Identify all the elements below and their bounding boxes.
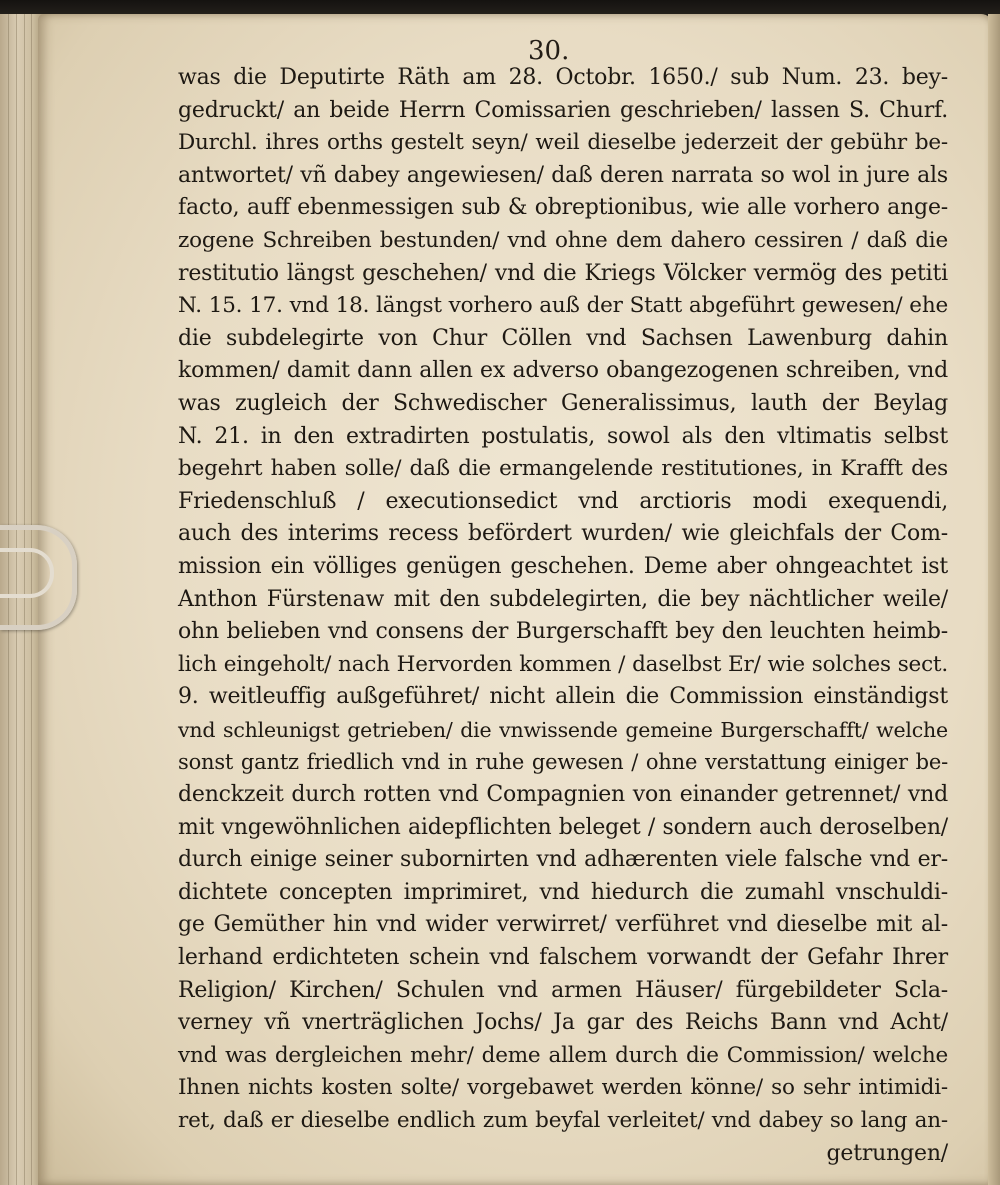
text-line: getrungen/	[826, 1140, 948, 1166]
text-line: gedruckt/ an beide Herrn Comissarien geschrieben/ lassen S. Churf.	[178, 97, 948, 123]
text-line: zogene Schreiben bestunden/ vnd ohne dem dahero cessiren / daß die	[178, 227, 948, 253]
text-line: verney vñ vnerträglichen Jochs/ Ja gar des Reichs Bann vnd Acht/	[178, 1010, 948, 1036]
text-line: mission ein völliges genügen geschehen. Deme aber ohngeachtet ist	[178, 553, 948, 579]
text-line: Friedenschluß / executionsedict vnd arctioris modi exequendi,	[178, 488, 948, 514]
page-right-edge	[988, 14, 1000, 1185]
text-line: vnd schleunigst getrieben/ die vnwissende gemeine Burgerschafft/ welche	[178, 717, 948, 742]
text-line: durch einige seiner subornirten vnd adhærenten viele falsche vnd er-	[178, 847, 948, 873]
text-line: kommen/ damit dann allen ex adverso obangezogenen schreiben, vnd	[178, 358, 948, 384]
text-line: lerhand erdichteten schein vnd falschem vorwandt der Gefahr Ihrer	[178, 945, 948, 971]
text-line: sonst gantz friedlich vnd in ruhe gewesen / ohne verstattung einiger be-	[178, 750, 948, 775]
text-line: ohn belieben vnd consens der Burgerschafft bey den leuchten heimb-	[178, 619, 948, 645]
text-line: restitutio längst geschehen/ vnd die Kriegs Völcker vermög des petiti	[178, 260, 948, 286]
page-number: 30.	[528, 36, 570, 66]
text-line: Religion/ Kirchen/ Schulen vnd armen Häuser/ fürgebildeter Scla-	[178, 977, 948, 1003]
text-line: vnd was dergleichen mehr/ deme allem durch die Commission/ welche	[178, 1042, 948, 1068]
text-line: ge Gemüther hin vnd wider verwirret/ verführet vnd dieselbe mit al-	[178, 912, 948, 938]
text-line: 9. weitleuffig außgeführet/ nicht allein die Commission einständigst	[178, 684, 948, 710]
text-line: mit vngewöhnlichen aidepflichten beleget / sondern auch deroselben/	[178, 814, 948, 840]
text-line: lich eingeholt/ nach Hervorden kommen / daselbst Er/ wie solches sect.	[178, 651, 948, 677]
text-line: ret, daß er dieselbe endlich zum beyfal verleitet/ vnd dabey so lang an-	[178, 1108, 948, 1133]
paper-clip-inner-loop	[0, 548, 54, 598]
text-line: auch des interims recess befördert wurden/ wie gleichfals der Com-	[178, 521, 948, 547]
text-line: N. 21. in den extradirten postulatis, sowol als den vltimatis selbst	[178, 423, 948, 449]
text-line: N. 15. 17. vnd 18. längst vorhero auß der Statt abgeführt gewesen/ ehe	[178, 293, 948, 319]
text-line: begehrt haben solle/ daß die ermangelende restitutiones, in Krafft des	[178, 456, 948, 482]
text-line: was zugleich der Schwedischer Generalissimus, lauth der Beylag	[178, 390, 948, 416]
text-line: die subdelegirte von Chur Cöllen vnd Sachsen Lawenburg dahin	[178, 325, 948, 351]
body-text	[178, 62, 948, 1170]
text-line: Ihnen nichts kosten solte/ vorgebawet werden könne/ so sehr intimidi-	[178, 1075, 948, 1101]
text-line: Anthon Fürstenaw mit den subdelegirten, die bey nächtlicher weile/	[178, 586, 948, 612]
text-line: was die Deputirte Räth am 28. Octobr. 1650./ sub Num. 23. bey-	[178, 65, 948, 90]
text-line: facto, auff ebenmessigen sub & obreptionibus, wie alle vorhero ange-	[178, 195, 948, 221]
text-line: denckzeit durch rotten vnd Compagnien von einander getrennet/ vnd	[178, 782, 948, 808]
text-line: antwortet/ vñ dabey angewiesen/ daß deren narrata so wol in jure als	[178, 162, 948, 188]
text-line: Durchl. ihres orths gestelt seyn/ weil dieselbe jederzeit der gebühr be-	[178, 130, 948, 156]
text-line: dichtete concepten imprimiret, vnd hiedurch die zumahl vnschuldi-	[178, 879, 948, 905]
